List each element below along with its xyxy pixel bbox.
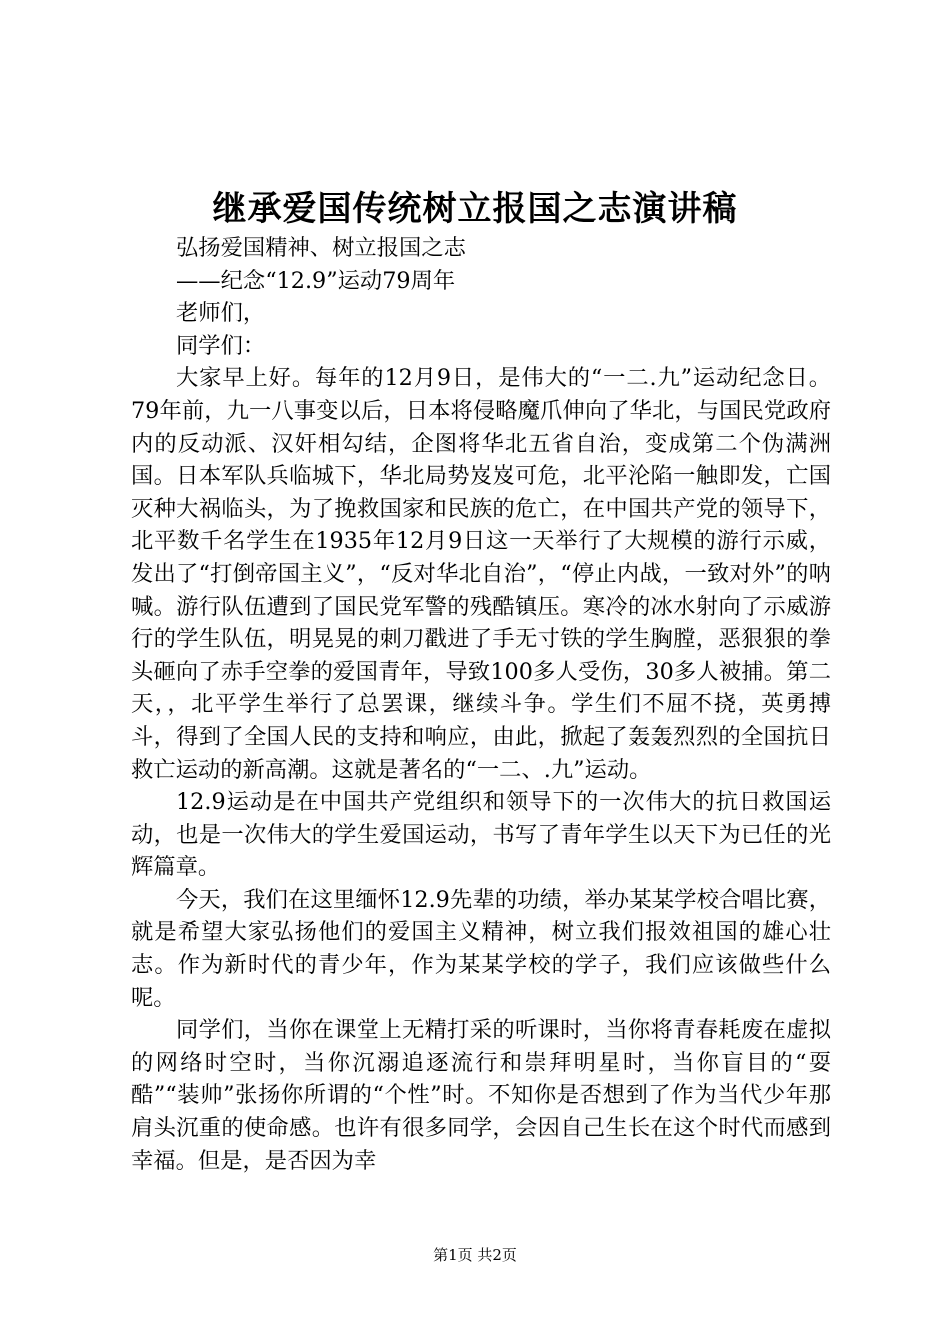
document-subtitle-2: ——纪念“12.9”运动79周年 [176, 267, 456, 294]
greeting-teachers: 老师们， [176, 300, 266, 327]
page-number: 第1页 共2页 [433, 1246, 517, 1264]
document-subtitle: 弘扬爱国精神、树立报国之志 [176, 235, 466, 261]
document-body [131, 232, 831, 1177]
greeting-students: 同学们： [176, 332, 266, 359]
paragraph-4: 同学们，当你在课堂上无精打采的听课时，当你将青春耗废在虚拟的网络时空时，当你沉溺追逐流行和崇拜明星时，当你盲目的“耍酷”“装帅”张扬你所谓的“个性”时。不知你是否想到了作为当代少年那肩头沉重的使命感。也许有很多同学，会因自己生长在这个时代而感到幸福。但是，是否因为幸 [131, 1017, 831, 1174]
document-title: 继承爱国传统树立报国之志演讲稿 [212, 189, 738, 229]
paragraph-3: 今天，我们在这里缅怀12.9先辈的功绩，举办某某学校合唱比赛，就是希望大家弘扬他们的爱国主义精神，树立我们报效祖国的雄心壮志。作为新时代的青少年，作为某某学校的学子，我们应该做些什么呢。 [131, 886, 831, 1011]
paragraph-2: 12.9运动是在中国共产党组织和领导下的一次伟大的抗日救国运动，也是一次伟大的学生爱国运动，书写了青年学生以天下为已任的光辉篇章。 [131, 789, 831, 881]
paragraph-1: 大家早上好。每年的12月9日，是伟大的“一二.九”运动纪念日。79年前，九一八事变以后，日本将侵略魔爪伸向了华北，与国民党政府内的反动派、汉奸相勾结，企图将华北五省自治，变成第二个伪满洲国。日本军队兵临城下，华北局势岌岌可危，北平沦陷一触即发，亡国灭种大祸临头，为了挽救国家和民族的危亡，在中国共产党的领导下，北平数千名学生在1935年12月9日这一天举行了大规模的游行示威，发出了“打倒帝国主义”，“反对华北自治”，“停止内战，一致对外”的呐喊。游行队伍遭到了国民党军警的残酷镇压。寒冷的冰水射向了示威游行的学生队伍，明晃晃的刺刀戳进了手无寸铁的学生胸膛，恶狠狠的拳头砸向了赤手空拳的爱国青年，导致100多人受伤，30多人被捕。第二天，，北平学生举行了总罢课，继续斗争。学生们不屈不挠，英勇搏斗，得到了全国人民的支持和响应，由此，掀起了轰轰烈烈的全国抗日救亡运动的新高潮。这就是著名的“一二、.九”运动。 [131, 365, 831, 783]
